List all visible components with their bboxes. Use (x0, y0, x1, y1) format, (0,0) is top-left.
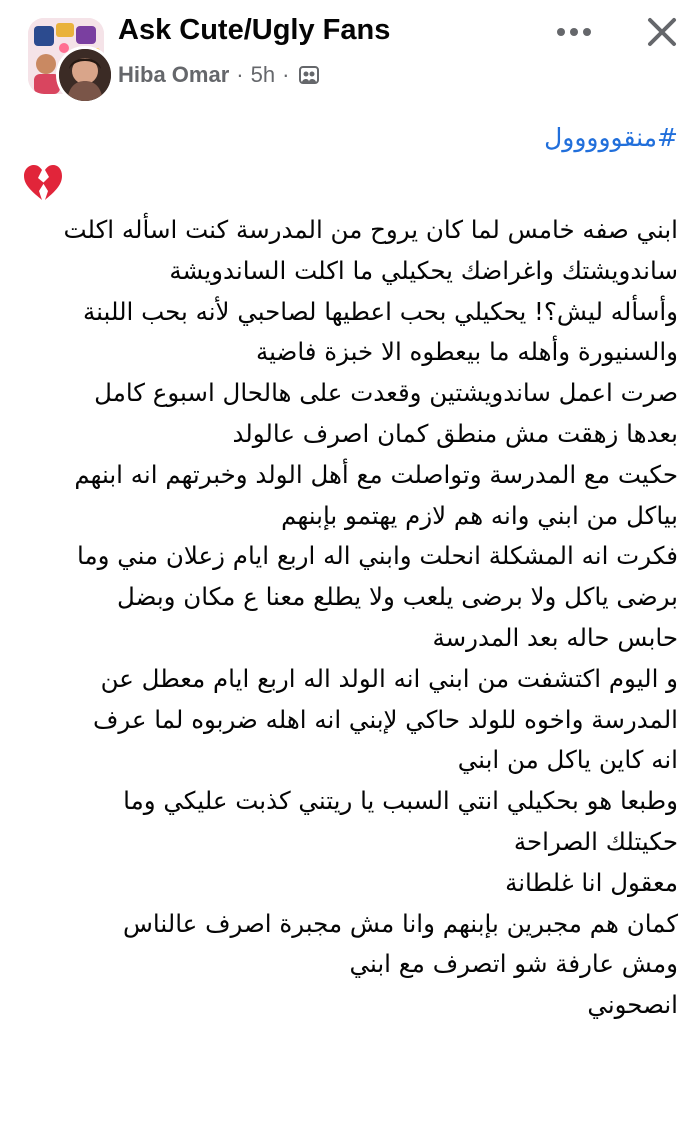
emoji-line (20, 158, 678, 210)
more-dots-icon (556, 27, 592, 37)
post-text-line: حكيتلك الصراحة (513, 826, 678, 856)
post-text-line: والسنيورة وأهله ما بيعطوه الا خبزة فاضية (256, 337, 678, 367)
user-avatar[interactable] (56, 46, 114, 104)
post-text-line: برضى ياكل ولا برضى يلعب ولا يطلع معنا ع مكان وبضل (117, 582, 678, 612)
post-text-line: ابني صفه خامس لما كان يروح من المدرسة كنت اسأله اكلت (63, 215, 678, 244)
post-text-line: و اليوم اكتشفت من ابني انه الولد اله اربع ايام معطل عن (100, 663, 678, 693)
meta-separator: · (236, 62, 244, 87)
post-time[interactable]: 5h (250, 62, 276, 87)
post-text (20, 210, 678, 1026)
group-name[interactable]: Ask Cute/Ugly Fans (118, 14, 391, 46)
post-text-line: بياكل من ابني وانه هم لازم يهتمو بإبنهم (281, 500, 678, 530)
post-text-line: ومش عارفة شو اتصرف مع ابني (349, 949, 678, 979)
post-text-line: حكيت مع المدرسة وتواصلت مع أهل الولد وخبرتهم انه ابنهم (74, 459, 678, 489)
post-text-line: حابس حاله بعد المدرسة (432, 622, 678, 652)
post-text-line: بعدها زهقت مش منطق كمان اصرف عالولد (232, 418, 678, 448)
post-text-line: معقول انا غلطانة (505, 867, 678, 897)
group-audience-icon[interactable] (298, 64, 320, 86)
author-name[interactable]: Hiba Omar (118, 62, 230, 87)
broken-heart-icon (22, 164, 64, 202)
close-button[interactable] (640, 12, 684, 52)
user-avatar-photo (59, 49, 111, 101)
post-text-line: انصحوني (587, 990, 678, 1020)
post-text-line: المدرسة واخوه للولد حاكي لإبني انه اهله ضربوه لما عرف (92, 704, 678, 734)
hashtag-link[interactable]: #منقووووول (544, 123, 678, 152)
post-text-line: فكرت انه المشكلة انحلت وابني اله اربع ايام زعلان مني وما (77, 541, 678, 571)
post-meta (118, 60, 320, 90)
post-text-line: صرت اعمل ساندويشتين وقعدت على هالحال اسبوع كامل (94, 378, 678, 408)
post-text-line: ساندويشتك واغراضك يحكيلي ما اكلت الساندويشة (169, 255, 678, 285)
post-text-line: كمان هم مجبرين بإبنهم وانا مش مجبرة اصرف عالناس (122, 908, 678, 938)
post-text-line: وطبعا هو بحكيلي انتي السبب يا ريتني كذبت عليكي وما (123, 786, 678, 816)
close-icon (646, 16, 678, 48)
post-text-line: انه كاين ياكل من ابني (457, 745, 678, 775)
post-body (20, 118, 678, 1026)
post-text-line: وأسأله ليش؟! يحكيلي بحب اعطيها لصاحبي لأنه بحب اللبنة (83, 296, 678, 326)
more-button[interactable] (552, 14, 596, 50)
meta-separator: · (282, 62, 290, 87)
post-header (0, 0, 700, 112)
